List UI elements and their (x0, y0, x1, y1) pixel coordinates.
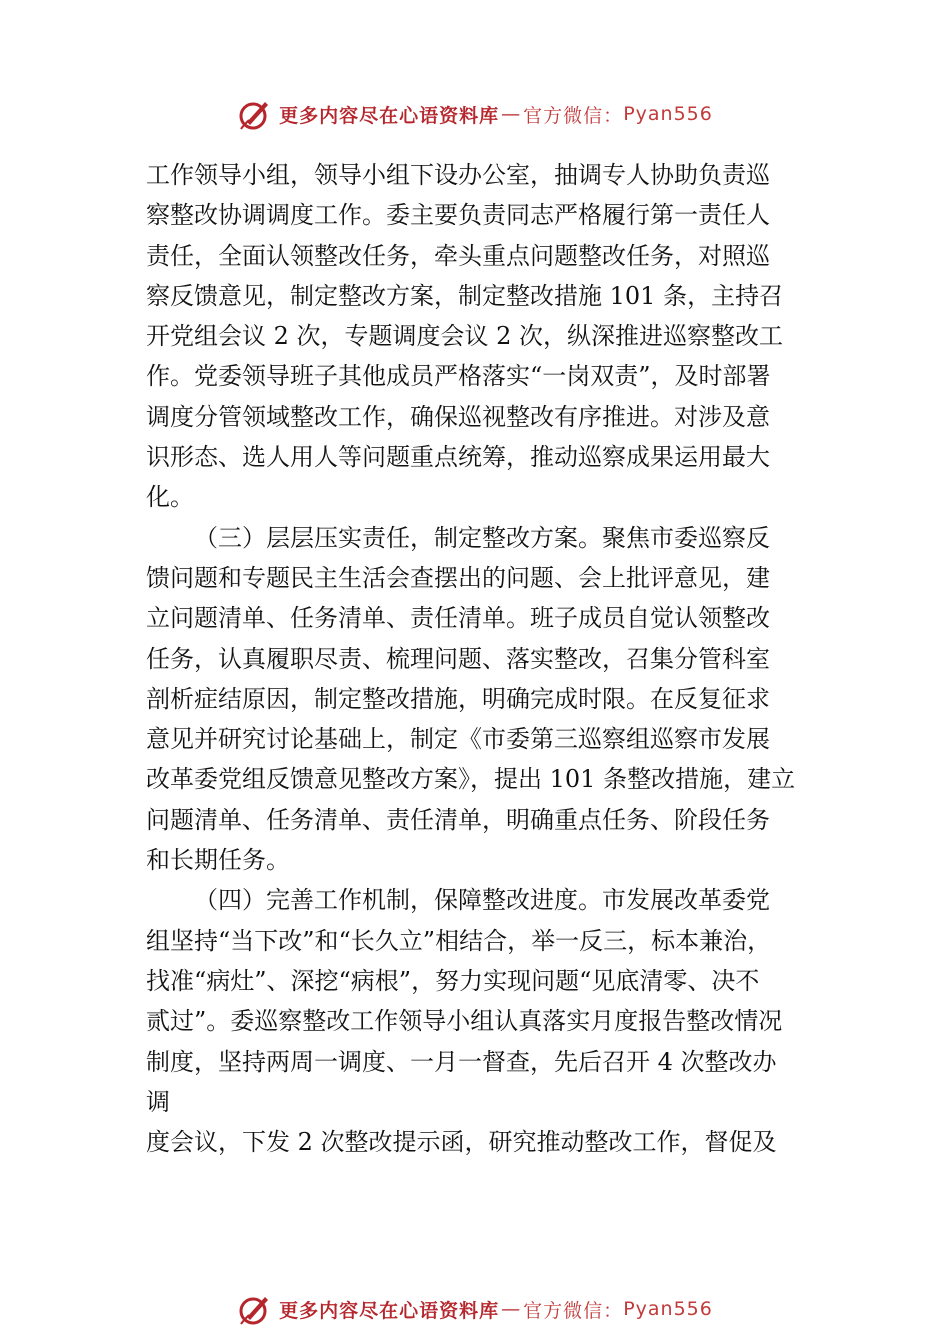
text-line: 工作领导小组，领导小组下设办公室，抽调专人协助负责巡 (146, 161, 770, 189)
official-wechat-label: 官方微信： (523, 104, 624, 127)
brand-text: 更多内容尽在心语资料库 (279, 1299, 500, 1322)
text-line: 改革委党组反馈意见整改方案》，提出 101 条整改措施，建立 (146, 765, 796, 794)
bottom-banner (0, 1287, 950, 1331)
text-line: 化。 (146, 483, 194, 512)
section-heading-line: （三）层层压实责任，制定整改方案。聚焦市委巡察反 (194, 523, 770, 552)
text-line: 和长期任务。 (146, 846, 290, 875)
banner-dash: — (501, 1298, 522, 1320)
document-body (146, 155, 810, 1162)
text-line: 度会议，下发 2 次整改提示函，研究推动整改工作，督促及 (146, 1128, 777, 1157)
brand-text: 更多内容尽在心语资料库 (279, 104, 500, 127)
text-line: 调 (146, 1087, 170, 1116)
text-line: 问题清单、任务清单、责任清单，明确重点任务、阶段任务 (146, 805, 770, 834)
wechat-id: Pyan556 (623, 103, 713, 125)
text-line: 找准“病灶”、深挖“病根”，努力实现问题“见底清零、决不 (146, 966, 760, 995)
text-line: 识形态、选人用人等问题重点统筹，推动巡察成果运用最大 (146, 443, 770, 472)
text-line: 责任，全面认领整改任务，牵头重点问题整改任务，对照巡 (146, 241, 770, 270)
section-heading-line: （四）完善工作机制，保障整改进度。市发展改革委党 (194, 886, 770, 915)
text-line: 作。党委领导班子其他成员严格落实“一岗双责”，及时部署 (146, 362, 771, 391)
text-line: 调度分管领域整改工作，确保巡视整改有序推进。对涉及意 (146, 402, 770, 431)
text-line: 馈问题和专题民主生活会查摆出的问题、会上批评意见，建 (146, 563, 770, 592)
text-line: 开党组会议 2 次，专题调度会议 2 次，纵深推进巡察整改工 (146, 322, 784, 351)
text-line: 剖析症结原因，制定整改措施，明确完成时限。在反复征求 (146, 684, 770, 713)
quill-pen-seal-icon (237, 1291, 273, 1327)
text-line: 任务，认真履职尽责、梳理问题、落实整改，召集分管科室 (146, 644, 770, 673)
text-line: 贰过”。委巡察整改工作领导小组认真落实月度报告整改情况 (146, 1007, 783, 1036)
wechat-id: Pyan556 (623, 1298, 713, 1320)
top-banner (0, 92, 950, 136)
text-line: 察整改协调调度工作。委主要负责同志严格履行第一责任人 (146, 201, 770, 230)
text-line: 立问题清单、任务清单、责任清单。班子成员自觉认领整改 (146, 604, 770, 633)
official-wechat-label: 官方微信： (523, 1299, 624, 1322)
text-line: 察反馈意见，制定整改方案，制定整改措施 101 条，主持召 (146, 281, 784, 310)
banner-dash: — (501, 103, 522, 125)
text-line: 制度，坚持两周一调度、一月一督查，先后召开 4 次整改办 (146, 1047, 777, 1076)
text-line: 意见并研究讨论基础上，制定《市委第三巡察组巡察市发展 (146, 725, 770, 754)
quill-pen-seal-icon (237, 96, 273, 132)
text-line: 组坚持“当下改”和“长久立”相结合，举一反三，标本兼治， (146, 926, 772, 955)
